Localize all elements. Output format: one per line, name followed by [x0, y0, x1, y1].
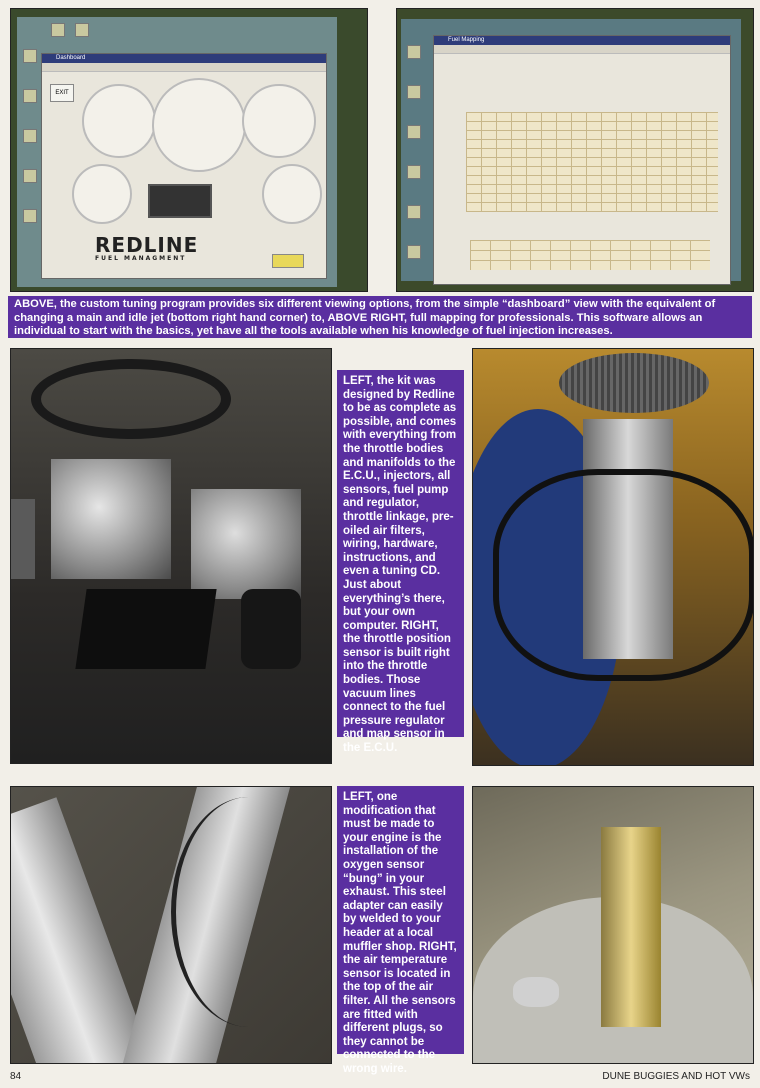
dashboard-menu-bar — [42, 63, 326, 72]
fuel-mapping-window-title: Fuel Mapping — [434, 36, 730, 45]
hoses — [31, 359, 231, 439]
ecu-box — [75, 589, 216, 669]
kit-parts-photo — [10, 348, 332, 764]
throttle-position-sensor-photo — [472, 348, 754, 766]
gauge — [242, 84, 316, 158]
page-number: 84 — [10, 1071, 22, 1082]
exit-button: EXIT — [50, 84, 74, 102]
fuel-map-bottom-table — [470, 240, 710, 270]
sensor-wire — [171, 797, 326, 1027]
oxygen-sensor-photo — [10, 786, 332, 1064]
gauge — [82, 84, 156, 158]
dashboard-screenshot-photo — [10, 8, 368, 292]
redline-logo — [95, 235, 219, 262]
throttle-bodies — [51, 459, 171, 579]
redline-logo-subtext: FUEL MANAGMENT — [95, 255, 187, 262]
throttle-bodies — [191, 489, 301, 599]
gauge — [262, 164, 322, 224]
kit-caption: LEFT, the kit was designed by Redline to be as complete as possible, and comes with everything from the throttle bodies and manifolds to the E.C.U., injectors, all sensors, fuel pump and regulator, throttle linkage, pre-oiled air filters, wiring, hardware, instructions, and even a tuning CD. Just about everything’s there, but your own computer. RIGHT, the throttle position sensor is built right into the throttle bodies. Those vacuum lines connect to the fuel pressure regulator and map sensor in the E.C.U. — [337, 370, 464, 737]
air-filter — [11, 499, 35, 579]
air-filter — [559, 353, 709, 413]
redline-logo-text: REDLINE — [95, 233, 199, 257]
gauge — [152, 78, 246, 172]
o2-caption: LEFT, one modification that must be made to your engine is the installation of the oxygen sensor “bung” in your exhaust. This steel adapter can easily by welded to your header at a local muffler shop. RIGHT, the air temperature sensor is located in the top of the air filter. All the sensors are fitted with different plugs, so they cannot be connected to the wrong wire. — [337, 786, 464, 1054]
dashboard-window-title: Dashboard — [42, 54, 326, 63]
gauge — [72, 164, 132, 224]
digital-display — [148, 184, 212, 218]
sensor-body — [601, 827, 661, 1027]
wing-nut — [513, 977, 559, 1007]
fuel-map-table — [466, 112, 718, 212]
air-temperature-sensor-photo — [472, 786, 754, 1064]
vacuum-lines — [493, 469, 754, 681]
top-caption: ABOVE, the custom tuning program provides six different viewing options, from the simple “dashboard” view with the equivalent of changing a main and idle jet (bottom right hand corner) to, ABOVE RIGHT, full mapping for professionals. This software allows an individual to start with the basics, yet have all the tools available when his knowledge of fuel injection increases. — [8, 296, 752, 338]
fuel-pump — [241, 589, 301, 669]
fuel-mapping-menu-bar — [434, 45, 730, 54]
magazine-name: DUNE BUGGIES AND HOT VWs — [602, 1071, 750, 1082]
jet-adjust-button — [272, 254, 304, 268]
